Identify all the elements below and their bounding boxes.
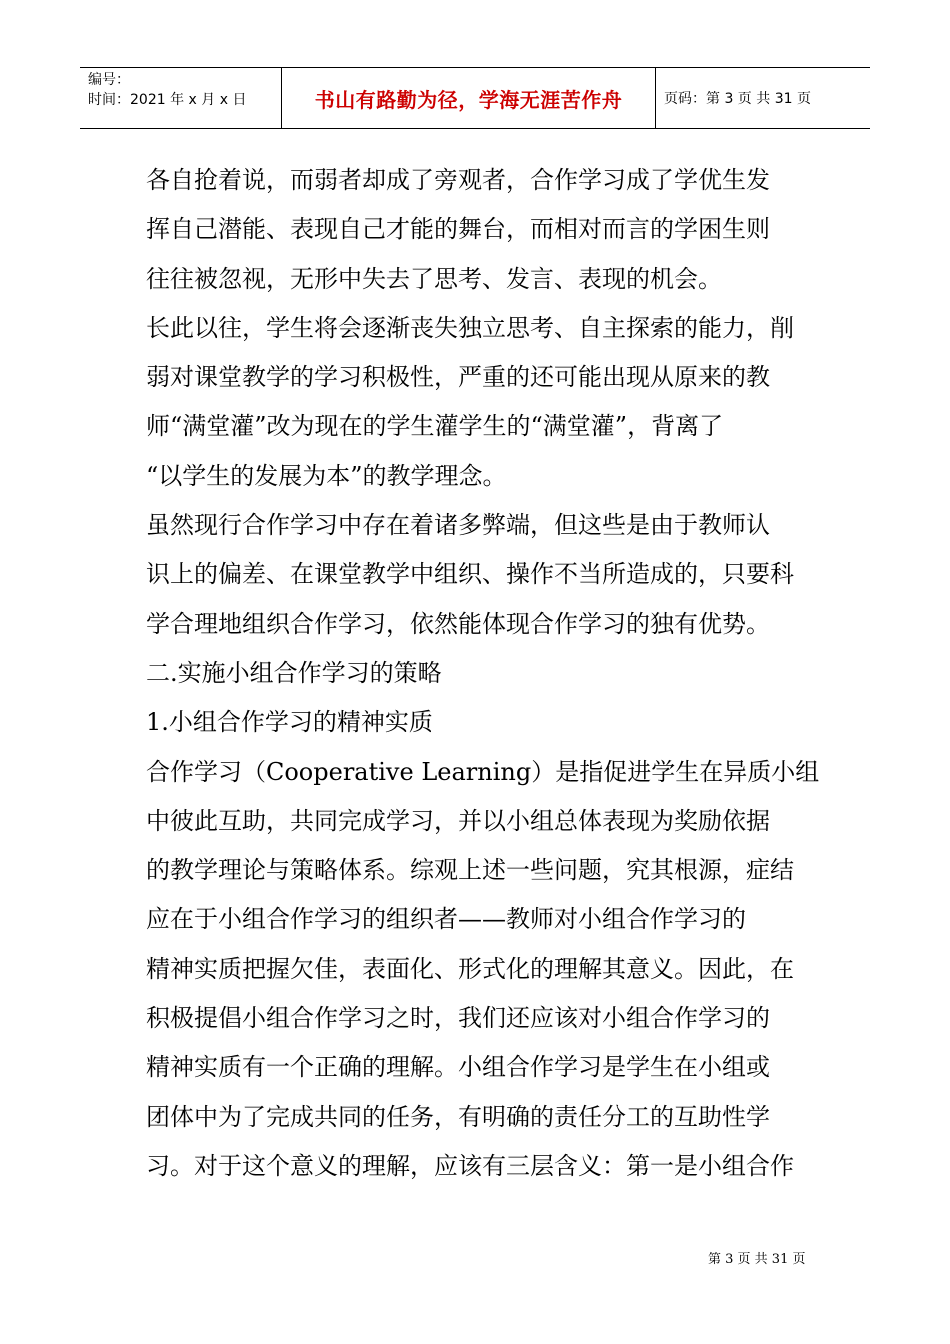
text-line: 1.小组合作学习的精神实质 — [146, 708, 433, 737]
text-line: 长此以往，学生将会逐渐丧失独立思考、自主探索的能力，削 — [146, 313, 794, 342]
text-line: 学合理地组织合作学习，依然能体现合作学习的独有优势。 — [146, 609, 770, 638]
body-text — [146, 156, 820, 1191]
text-line: 团体中为了完成共同的任务，有明确的责任分工的互助性学 — [146, 1102, 770, 1131]
document-number-label: 编号： — [88, 72, 130, 88]
text-line: 虽然现行合作学习中存在着诸多弊端，但这些是由于教师认 — [146, 511, 770, 540]
text-line: 习。对于这个意义的理解，应该有三层含义：第一是小组合作 — [146, 1151, 794, 1180]
text-line: “以学生的发展为本”的教学理念。 — [146, 461, 507, 490]
text-line: 中彼此互助，共同完成学习，并以小组总体表现为奖励依据 — [146, 806, 770, 835]
text-line: 各自抢着说，而弱者却成了旁观者，合作学习成了学优生发 — [146, 166, 770, 194]
header-divider-right — [655, 68, 656, 128]
header-page-info: 页码：第 3 页 共 31 页 — [664, 91, 811, 107]
header-meta — [88, 70, 278, 110]
text-line: 的教学理论与策略体系。综观上述一些问题，究其根源，症结 — [146, 856, 794, 885]
text-line: 积极提倡小组合作学习之时，我们还应该对小组合作学习的 — [146, 1004, 770, 1033]
page-header — [80, 67, 870, 129]
text-line: 应在于小组合作学习的组织者——教师对小组合作学习的 — [146, 905, 746, 934]
document-date-label: 时间：2021 年 x 月 x 日 — [88, 92, 247, 108]
text-line: 弱对课堂教学的学习积极性，严重的还可能出现从原来的教 — [146, 363, 770, 392]
page-footer: 第 3 页 共 31 页 — [708, 1252, 806, 1267]
header-motto: 书山有路勤为径，学海无涯苦作舟 — [314, 87, 623, 112]
text-line: 二.实施小组合作学习的策略 — [146, 658, 442, 687]
text-line: 往往被忽视，无形中失去了思考、发言、表现的机会。 — [146, 264, 722, 293]
text-line: 识上的偏差、在课堂教学中组织、操作不当所造成的，只要科 — [146, 560, 794, 589]
text-line: 挥自己潜能、表现自己才能的舞台，而相对而言的学困生则 — [146, 215, 770, 244]
text-line: 精神实质有一个正确的理解。小组合作学习是学生在小组或 — [146, 1053, 770, 1082]
text-line: 合作学习（Cooperative Learning）是指促进学生在异质小组 — [146, 757, 820, 786]
text-line: 精神实质把握欠佳，表面化、形式化的理解其意义。因此，在 — [146, 954, 794, 983]
text-line: 师“满堂灌”改为现在的学生灌学生的“满堂灌”，背离了 — [146, 412, 724, 441]
